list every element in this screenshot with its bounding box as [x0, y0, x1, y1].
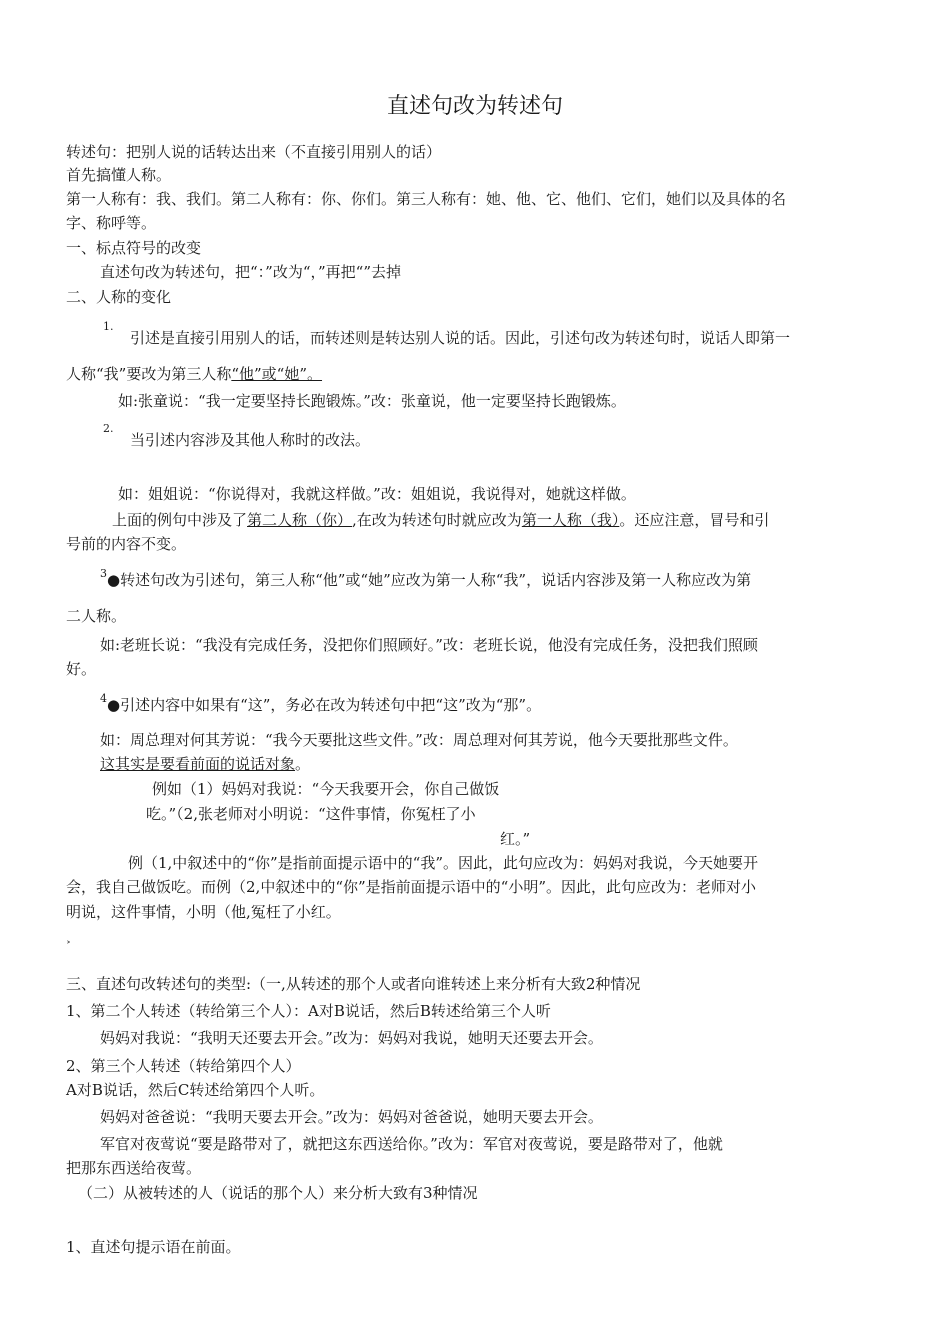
item4-explanation-b: 会，我自己做饭吃。而例（2,中叙述中的“你”是指前面提示语中的“小明”。因此，此句应改为：老师对小	[66, 878, 756, 896]
item3-line1	[100, 569, 751, 591]
item4-line1-text: ●引述内容中如果有“这”，务必在改为转述句中把“这”改为“那”。	[107, 696, 542, 714]
page-title: 直述句改为转述句	[386, 94, 563, 119]
item4-example: 如：周总理对何其芳说：“我今天要批这些文件。”改：周总理对何其芳说，他今天要批那些文件。	[100, 731, 738, 749]
item2-note-a	[112, 509, 769, 531]
intro-line: 首先搞懂人称。	[66, 166, 172, 184]
item1-example: 如:张童说：“我一定要坚持长跑锻炼。”改：张童说，他一定要坚持长跑锻炼。	[118, 392, 626, 410]
section1-text: 直述句改为转述句，把“：”改为“，”再把“”去掉	[100, 263, 402, 281]
item1-line2	[66, 363, 322, 385]
case2-example2-b: 把那东西送给夜莺。	[66, 1159, 202, 1177]
persons-line-b: 字、称呼等。	[66, 214, 157, 232]
definition-line: 转述句：把别人说的话转达出来（不直接引用别人的话）	[66, 143, 442, 161]
item2-note-underline2: 第一人称（我）	[521, 511, 620, 529]
case2-line: 2、第三个人转述（转给第四个人）	[66, 1057, 301, 1075]
item4-underline-note	[100, 753, 310, 775]
item3-line1-text: ●转述句改为引述句，第三人称“他”或“她”应改为第一人称“我”，说话内容涉及第一人称应改为第	[107, 571, 752, 589]
first-case-line: 1、直述句提示语在前面。	[66, 1238, 241, 1256]
item1-line1: 引述是直接引用别人的话，而转述则是转达别人说的话。因此，引述句改为转述句时，说话人即第一	[130, 329, 791, 347]
section1-heading: 一、标点符号的改变	[66, 239, 202, 257]
stray-mark: ˃	[66, 941, 71, 952]
item2-note-text1: 上面的例句中涉及了	[112, 511, 248, 529]
item4-number: 4	[100, 692, 107, 705]
item2-example: 如：姐姐说：“你说得对，我就这样做。”改：姐姐说，我说得对，她就这样做。	[118, 485, 636, 503]
item1-line2-underlined: “他”或“她”。	[231, 365, 323, 383]
item4-examples-c: 红。”	[500, 830, 531, 848]
case2-example1: 妈妈对爸爸说：“我明天要去开会。”改为：妈妈对爸爸说，她明天要去开会。	[100, 1108, 603, 1126]
item4-underline-text: 这其实是要看前面的说话对象	[100, 755, 296, 773]
item3-line2: 二人称。	[66, 607, 127, 625]
item4-line1	[100, 694, 541, 716]
item4-examples-b: 吃。”（2,张老师对小明说：“这件事情，你冤枉了小	[146, 805, 476, 823]
item3-example-a: 如:老班长说：“我没有完成任务，没把你们照顾好。”改：老班长说，他没有完成任务，没把我们照顾	[100, 636, 758, 654]
item2-note-underline1: 第二人称（你）	[247, 511, 353, 529]
item2-number: 2.	[103, 422, 114, 435]
case2-example2-a: 军官对夜莺说“要是路带对了，就把这东西送给你。”改为：军官对夜莺说，要是路带对了，他就	[100, 1135, 723, 1153]
item4-explanation-a: 例（1,中叙述中的“你”是指前面提示语中的“我”。因此，此句应改为：妈妈对我说，今天她要开	[128, 854, 758, 872]
item4-underline-end: 。	[295, 755, 311, 773]
item2-line1: 当引述内容涉及其他人称时的改法。	[130, 431, 371, 449]
section2-heading: 二、人称的变化	[66, 288, 172, 306]
subsection2-heading: （二）从被转述的人（说话的那个人）来分析大致有3种情况	[78, 1184, 478, 1202]
case1-line: 1、第二个人转述（转给第三个人）：A对B说话，然后B转述给第三个人听	[66, 1002, 551, 1020]
item2-note-b: 号前的内容不变。	[66, 535, 187, 553]
item3-example-b: 好。	[66, 660, 97, 678]
item2-note-text3: 。还应注意，冒号和引	[619, 511, 770, 529]
item4-explanation-c: 明说，这件事情，小明（他,冤枉了小红。	[66, 903, 341, 921]
case2-description: A对B说话，然后C转述给第四个人听。	[66, 1081, 325, 1099]
item2-note-text2: ,在改为转述句时就应改为	[352, 511, 522, 529]
section3-heading: 三、直述句改转述句的类型:（一,从转述的那个人或者向谁转述上来分析有大致2种情况	[66, 975, 641, 993]
item4-examples-a: 例如（1）妈妈对我说：“今天我要开会，你自己做饭	[152, 780, 500, 798]
item3-number: 3	[100, 567, 107, 580]
case1-example: 妈妈对我说：“我明天还要去开会。”改为：妈妈对我说，她明天还要去开会。	[100, 1029, 603, 1047]
item1-number: 1.	[103, 320, 114, 333]
item1-line2-text: 人称“我”要改为第三人称	[66, 365, 232, 383]
persons-line-a: 第一人称有：我、我们。第二人称有：你、你们。第三人称有：她、他、它、他们、它们，她们以及具体的名	[66, 190, 787, 208]
